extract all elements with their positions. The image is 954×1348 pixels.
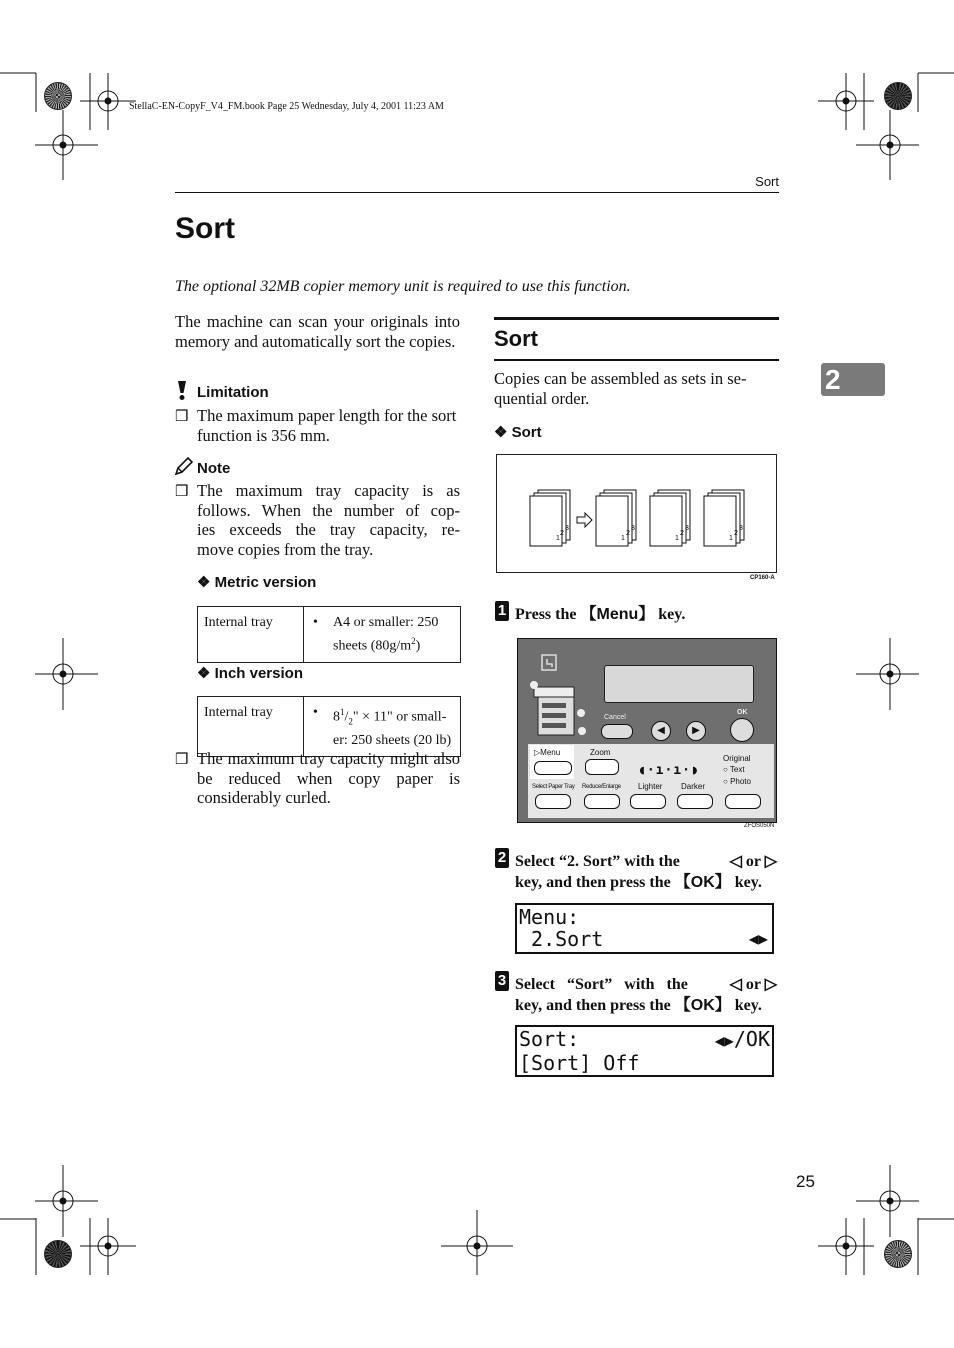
original-type-button[interactable] (725, 794, 761, 809)
section-rule-top (494, 317, 779, 320)
metric-table (197, 606, 461, 663)
stack-page-number: 2 (560, 530, 564, 537)
exclamation-icon (175, 381, 189, 401)
checkbox-icon: ❒ (175, 484, 189, 500)
text-option-label: Text (729, 765, 745, 774)
or-text: or (745, 853, 761, 870)
step-2-line2-pre: key, and then press the (515, 873, 675, 891)
page-number: 25 (796, 1172, 815, 1191)
checkbox-icon: ❒ (175, 752, 189, 768)
lcd-arrows-icon: ◀▶ (748, 929, 768, 948)
inch-heading-text: Inch version (214, 665, 303, 682)
chapter-number: 2 (825, 364, 841, 395)
stack-page-number: 2 (734, 530, 738, 537)
step-number: 2 (495, 848, 509, 868)
select-paper-tray-label: Select Paper Tray (532, 784, 575, 790)
note-item-line: move copies from the tray. (197, 540, 374, 560)
metric-value-sup: 2 (411, 636, 416, 646)
original-label: Original (723, 754, 751, 763)
cancel-label: Cancel (604, 714, 626, 721)
lighter-button[interactable] (630, 794, 666, 809)
photo-option: ○ Photo (723, 777, 751, 786)
step-1-post: key. (654, 606, 686, 623)
lcd-menu-sort (515, 903, 774, 954)
right-arrow-icon: ▷ (764, 853, 777, 870)
step-2-line1: Select “2. Sort” with the (515, 853, 680, 870)
metric-tray-cell: Internal tray (198, 607, 304, 663)
zoom-label: Zoom (590, 748, 611, 757)
page-title: Sort (175, 212, 235, 245)
metric-value-line2: sheets (80g/m (333, 638, 412, 654)
inch-heading (197, 664, 303, 682)
copier-icon (530, 653, 590, 741)
menu-label-text: Menu (540, 748, 561, 757)
note-item (197, 481, 460, 560)
lcd-ok-text: /OK (733, 1027, 770, 1051)
step-number: 1 (495, 601, 509, 621)
lcd-line1: Sort: (519, 1027, 580, 1051)
lcd-arrows-icon: ◀▶ (714, 1031, 734, 1050)
note-item-line: The maximum tray capacity is as (197, 481, 460, 500)
inch-value-line1: " × 11" or small- (352, 709, 447, 725)
metric-value-end: ) (415, 638, 421, 654)
stack-page-number: 2 (680, 530, 684, 537)
stack-page-number: 2 (626, 530, 630, 537)
stack-page-number: 1 (675, 535, 679, 542)
step-3-line1: Select “Sort” with the (515, 976, 688, 993)
reduce-enlarge-label: Reduce/Enlarge (582, 784, 621, 790)
limitation-item: The maximum paper length for the sort function is 356 mm. (197, 406, 457, 445)
triangle-icon: ▷ (534, 748, 541, 757)
inch-value-cell: • $8^1/_2$" × 11" or small- er: 250 sheets (20 lb) (304, 697, 461, 757)
step-3-line2-pre: key, and then press the (515, 996, 675, 1014)
stack-page-number: 3 (685, 525, 689, 532)
left-arrow-button[interactable]: ◀ (651, 721, 671, 741)
right-arrow-icon: ▷ (764, 976, 777, 993)
panel-lcd (604, 665, 754, 703)
diamond-icon: ❖ (197, 574, 211, 591)
diamond-icon: ❖ (494, 424, 508, 441)
inch-frac-den: 2 (348, 716, 353, 727)
right-paragraph-line: quential order. (494, 388, 590, 408)
registration-disk (884, 82, 912, 110)
note-label: Note (197, 460, 231, 477)
inch-tray-cell: Internal tray (198, 697, 304, 757)
text-option: ○ Text (723, 765, 745, 774)
zoom-button[interactable] (585, 759, 619, 775)
step-2-line2-post: key. (730, 873, 762, 891)
reduce-enlarge-button[interactable] (584, 794, 620, 809)
sort-subheading (494, 423, 542, 441)
stack-page-number: 3 (739, 525, 743, 532)
metric-value-line1: A4 or smaller: 250 (333, 615, 439, 630)
step-1-pre: Press the (515, 606, 581, 623)
step-3-text: Select “Sort” with the ◁ or ▷ key, and then press the 【OK】 key. (515, 976, 777, 1014)
section-heading: Sort (494, 326, 538, 351)
step-1-text: Press the 【Menu】 key. (515, 606, 686, 623)
step-number: 3 (495, 971, 509, 991)
running-head: Sort (755, 174, 779, 189)
right-arrow-button[interactable]: ▶ (686, 721, 706, 741)
panel-code: ZFOS050N (744, 823, 775, 829)
pencil-icon (175, 457, 193, 475)
checkbox-icon: ❒ (175, 409, 189, 425)
menu-key-label: Menu (596, 606, 639, 623)
ok-label: OK (737, 709, 748, 716)
curl-item: The maximum tray capacity might also be reduced when copy paper is considerably curled. (197, 749, 460, 808)
stack-page-number: 3 (631, 525, 635, 532)
darker-button[interactable] (677, 794, 713, 809)
lcd-line2: 2.Sort (519, 927, 604, 951)
metric-heading (197, 573, 316, 591)
paper-stacks-diagram (497, 455, 776, 572)
inch-value-line2: er: 250 sheets (20 lb) (333, 733, 452, 749)
ok-button[interactable] (730, 718, 754, 742)
menu-label (534, 748, 560, 757)
metric-heading-text: Metric version (214, 574, 317, 591)
registration-disk (44, 82, 72, 110)
stack-page-number: 1 (621, 535, 625, 542)
photo-option-label: Photo (730, 777, 751, 786)
metric-value-cell: • A4 or smaller: 250 sheets $(80g/m^2)$ (304, 607, 461, 663)
illustration-code: CP160-A (750, 575, 775, 581)
density-indicator: ◖·ı·ı·◗ (638, 763, 700, 778)
note-item-line: ies exceeds the tray capacity, re- (197, 520, 460, 540)
right-paragraph-line: Copies can be assembled as sets in se- (494, 369, 747, 388)
menu-button[interactable] (534, 761, 572, 775)
right-paragraph (494, 369, 779, 408)
diamond-icon: ❖ (197, 665, 211, 682)
stack-page-number: 3 (565, 525, 569, 532)
left-arrow-icon: ◁ (729, 976, 742, 993)
section-rule-bottom (494, 359, 779, 361)
file-header: StellaC-EN-CopyF_V4_FM.book Page 25 Wednesday, July 4, 2001 11:23 AM (129, 101, 444, 112)
lcd-line1: Menu: (519, 905, 580, 929)
header-rule (175, 192, 779, 193)
stack-page-number: 1 (729, 535, 733, 542)
left-intro-paragraph: The machine can scan your originals into memory and automatically sort the copies. (175, 312, 460, 351)
registration-disk (884, 1240, 912, 1268)
sort-illustration (496, 454, 777, 573)
inch-frac-whole: 8 (333, 709, 340, 725)
lcd-line1-right (715, 1027, 770, 1051)
control-panel-illustration (517, 638, 777, 823)
step-2-text: Select “2. Sort” with the ◁ or ▷ key, and then press the 【OK】 key. (515, 853, 777, 891)
or-text: or (745, 976, 761, 993)
lighter-label: Lighter (638, 782, 663, 791)
darker-label: Darker (681, 782, 706, 791)
select-paper-tray-button[interactable] (535, 794, 571, 809)
inch-frac-num: 1 (340, 707, 345, 717)
sort-subheading-text: Sort (511, 424, 542, 441)
registration-disk (44, 1240, 72, 1268)
lcd-sort-off (515, 1025, 774, 1077)
intro-text: The optional 32MB copier memory unit is required to use this function. (175, 278, 631, 295)
limitation-label: Limitation (197, 384, 269, 401)
ok-key-label: OK (690, 873, 715, 891)
lcd-line2: [Sort] Off (519, 1051, 640, 1075)
chapter-tab (821, 363, 885, 396)
ok-key-label: OK (690, 996, 715, 1014)
stack-page-number: 1 (556, 535, 560, 542)
left-arrow-icon: ◁ (729, 853, 742, 870)
note-item-line: follows. When the number of cop- (197, 500, 460, 520)
cancel-button[interactable] (601, 724, 633, 739)
step-3-line2-post: key. (730, 996, 762, 1014)
